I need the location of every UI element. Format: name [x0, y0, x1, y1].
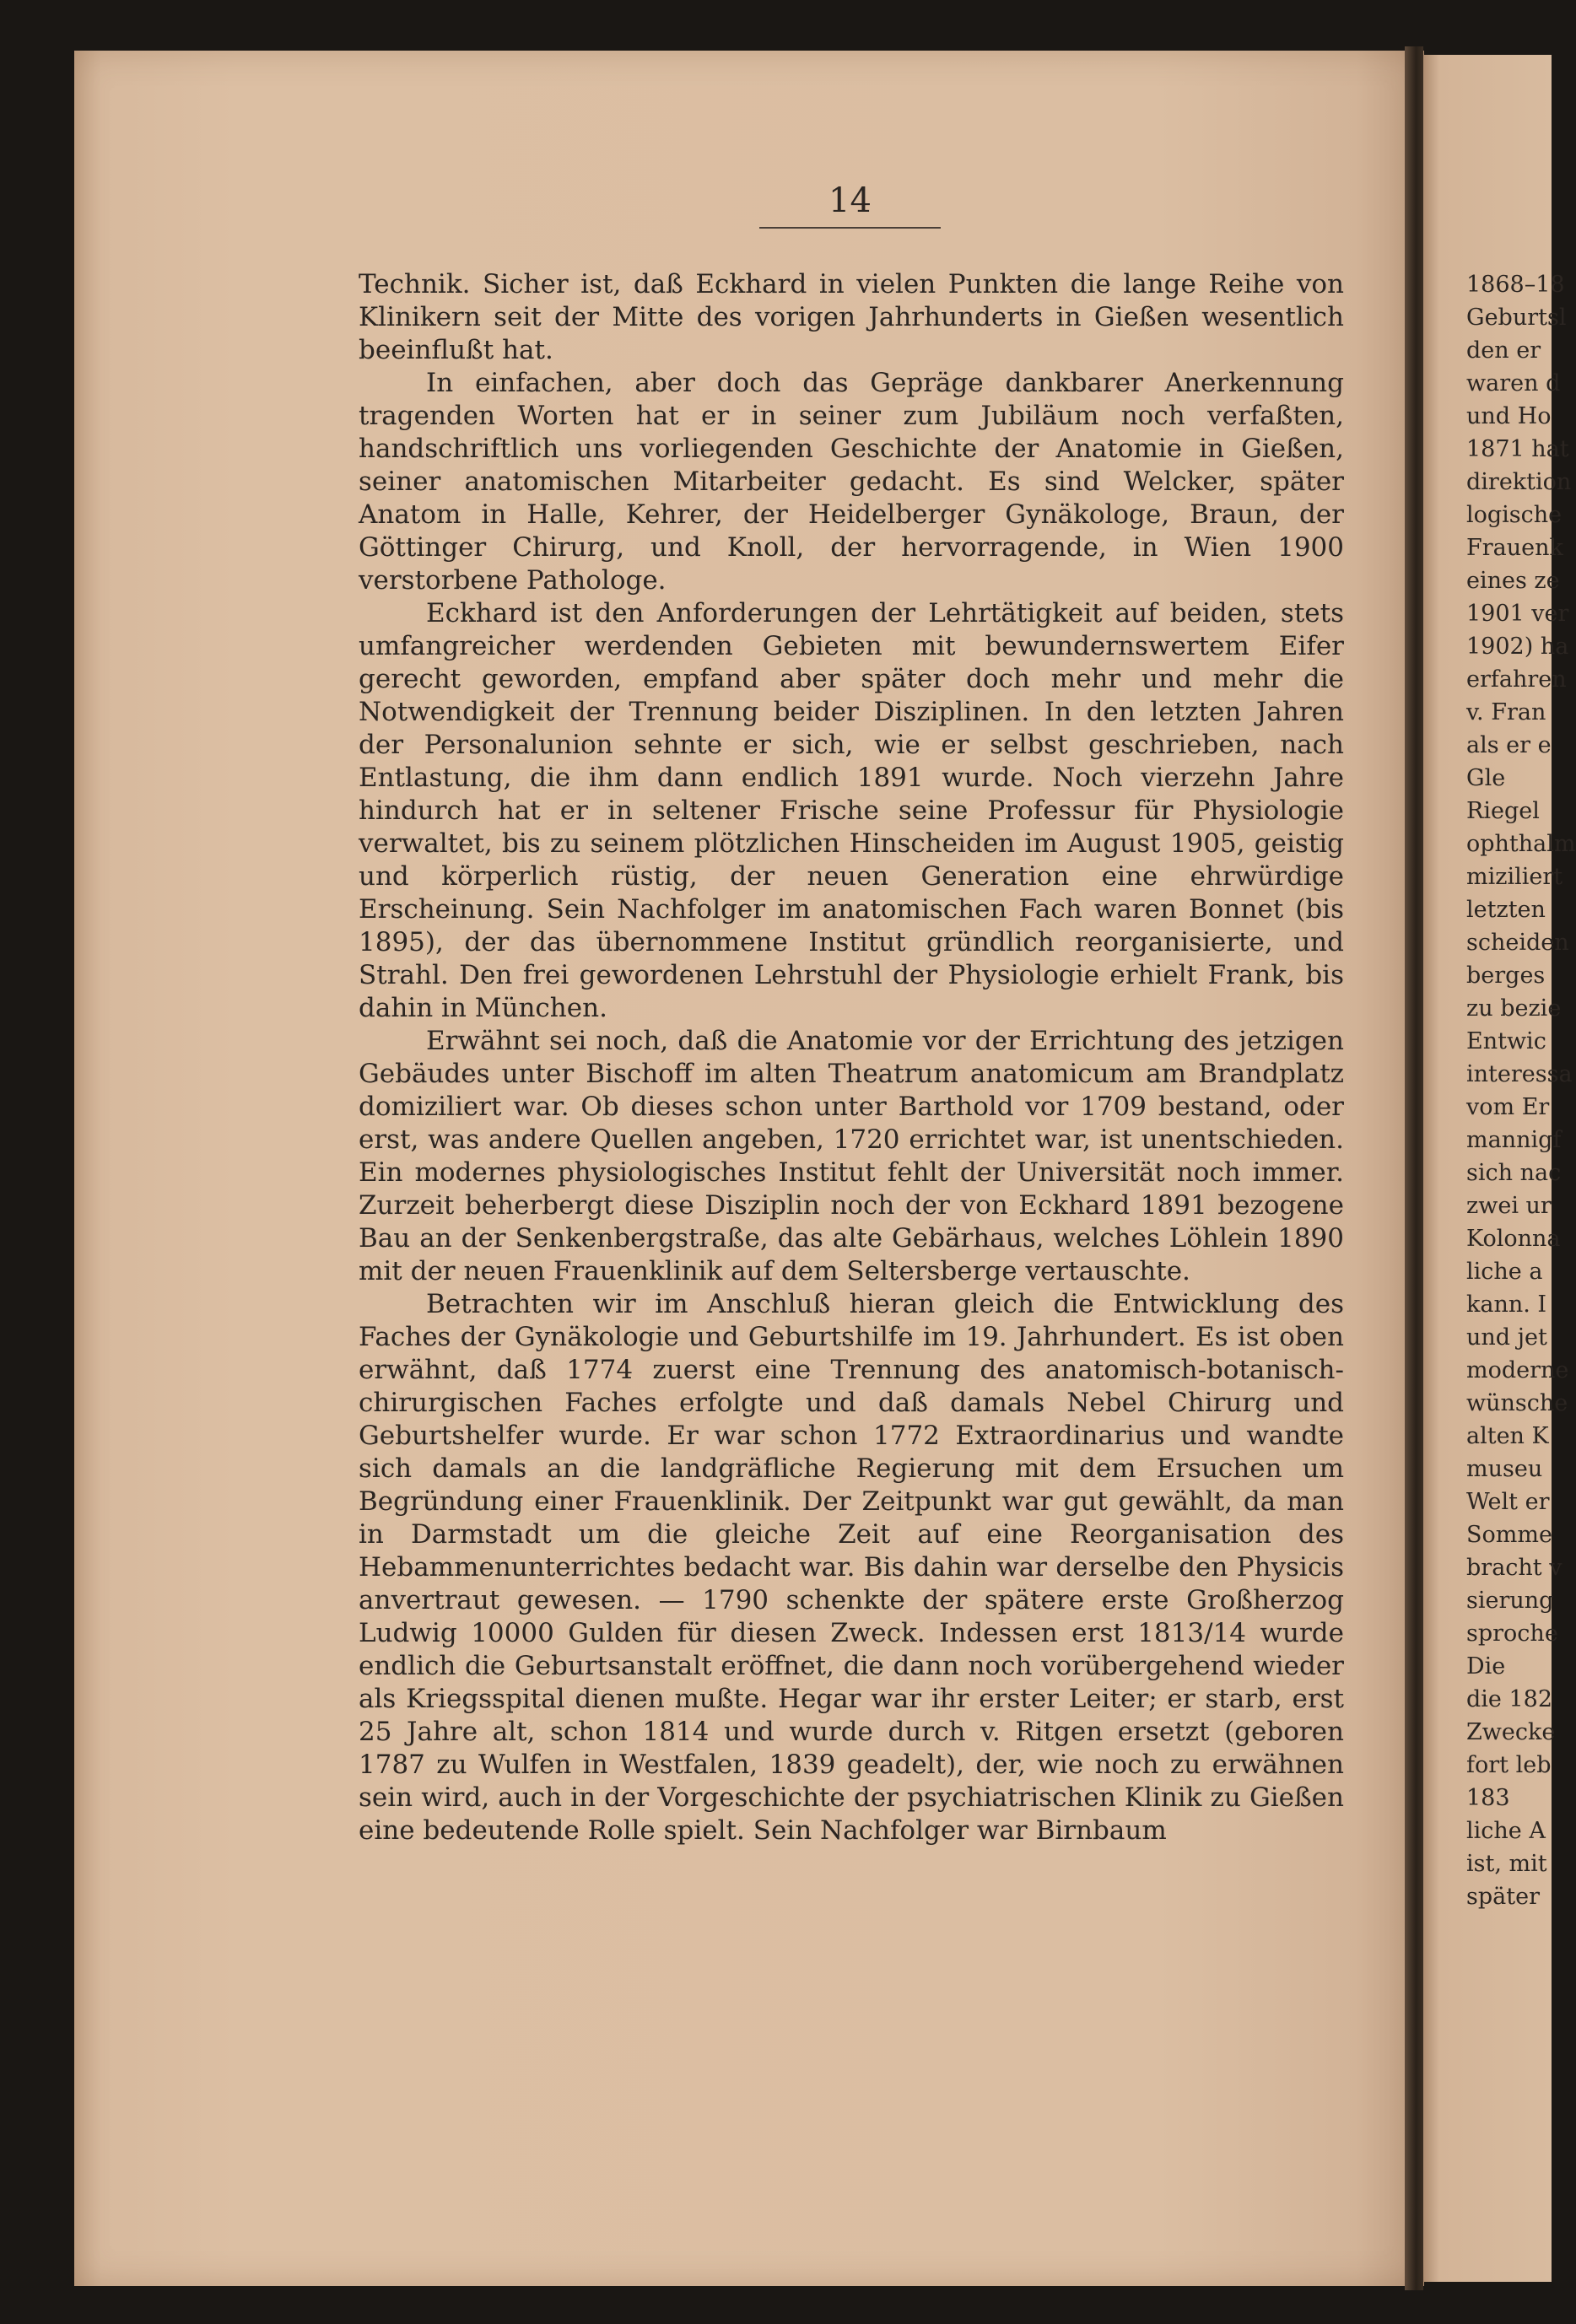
facing-line: zwei ur	[1466, 1193, 1552, 1219]
facing-line: ophthalm	[1466, 831, 1576, 857]
facing-line: die 182	[1466, 1686, 1553, 1712]
facing-line: interessa	[1466, 1061, 1573, 1087]
page-number: 14	[759, 181, 941, 229]
facing-line: sierung	[1466, 1588, 1554, 1614]
facing-line: 1901 ver	[1466, 601, 1569, 627]
facing-line: liche a	[1466, 1259, 1543, 1285]
paragraph: Erwähnt sei noch, daß die Anatomie vor der Errichtung des jetzigen Gebäudes unter Bischoff im alten Theatrum anatomicum am Brandplatz domiziliert war. Ob dieses schon unter Barthold vor 1709 bestand, oder erst, was andere Quellen angeben, 1720 errichtet war, ist unentschieden. Ein modernes physiologisches Institut fehlt der Universität noch immer. Zurzeit beherbergt diese Disziplin noch der von Eckhard 1891 bezogene Bau an der Senkenbergstraße, das alte Gebärhaus, welches Löhlein 1890 mit der neuen Frauenklinik auf dem Seltersberge vertauschte.	[359, 1026, 1344, 1286]
facing-line: ist, mit	[1466, 1851, 1547, 1877]
facing-line: Geburtsl	[1466, 305, 1567, 331]
facing-line: zu bezie	[1466, 995, 1562, 1022]
paragraph: Betrachten wir im Anschluß hieran gleich die Entwicklung des Faches der Gynäkologie und Geburtshilfe im 19. Jahrhundert. Es ist oben erwähnt, daß 1774 zuerst eine Trennung des anatomisch-botanisch-chirurgischen Faches erfolgte und daß damals Nebel Chirurg und Geburtshelfer wurde. Er war schon 1772 Extraordinarius und wandte sich damals an die landgräfliche Regierung mit dem Ersuchen um Begründung einer Frauenklinik. Der Zeitpunkt war gut gewählt, da man in Darmstadt um die gleiche Zeit auf eine Reorganisation des Hebammenunterrichtes bedacht war. Bis dahin war derselbe den Physicis anvertraut gewesen. — 1790 schenkte der spätere erste Großherzog Ludwig 10000 Gulden für diesen Zweck. Indessen erst 1813/14 wurde endlich die Geburtsanstalt eröffnet, die dann noch vorübergehend wieder als Kriegsspital dienen mußte. Hegar war ihr erster Leiter; er starb, erst 25 Jahre alt, schon 1814 und wurde durch v. Ritgen ersetzt (geboren 1787 zu Wulfen in Westfalen, 1839 geadelt), der, wie noch zu erwähnen sein wird, auch in der Vorgeschichte der psychiatrischen Klinik zu Gießen eine bedeutende Rolle spielt. Sein Nachfolger war Birnbaum	[359, 1289, 1344, 1846]
facing-line: eines ze	[1466, 568, 1560, 594]
facing-line: Frauenk	[1466, 535, 1563, 561]
facing-line: museu	[1466, 1456, 1543, 1482]
facing-line: mannigf	[1466, 1127, 1562, 1153]
facing-line: miziliert	[1466, 864, 1563, 890]
facing-line: erfahren	[1466, 666, 1567, 693]
facing-line: wünsche	[1466, 1390, 1568, 1416]
facing-line: Zwecke	[1466, 1719, 1556, 1745]
paragraph: In einfachen, aber doch das Gepräge dankbarer Anerkennung tragenden Worten hat er in seiner zum Jubiläum noch verfaßten, handschriftlich uns vorliegenden Geschichte der Anatomie in Gießen, seiner anatomischen Mitarbeiter gedacht. Es sind Welcker, später Anatom in Halle, Kehrer, der Heidelberger Gynäkologe, Braun, der Göttinger Chirurg, und Knoll, der hervorragende, in Wien 1900 verstorbene Pathologe.	[359, 368, 1344, 596]
facing-line: 1902) ha	[1466, 634, 1569, 660]
facing-line: moderne	[1466, 1357, 1569, 1383]
facing-line: liche A	[1466, 1818, 1546, 1844]
facing-line: den er	[1466, 337, 1541, 364]
facing-line: alten K	[1466, 1423, 1549, 1449]
facing-line: sproche	[1466, 1620, 1558, 1647]
facing-line: und Ho	[1466, 403, 1552, 429]
body-text	[359, 268, 1344, 1847]
facing-line: kann. I	[1466, 1291, 1547, 1318]
book-spine	[1405, 46, 1423, 2290]
paragraph: Technik. Sicher ist, daß Eckhard in vielen Punkten die lange Reihe von Klinikern seit der Mitte des vorigen Jahrhunderts in Gießen wesentlich beeinflußt hat.	[359, 269, 1344, 365]
facing-line: und jet	[1466, 1324, 1547, 1351]
facing-line: Kolonna	[1466, 1226, 1561, 1252]
facing-line: v. Fran	[1466, 699, 1546, 725]
facing-line: vom Er	[1466, 1094, 1550, 1120]
facing-line: Somme	[1466, 1522, 1552, 1548]
facing-page-text	[1466, 268, 1576, 1913]
facing-line: Gle	[1466, 765, 1506, 791]
facing-line: 1868–18	[1466, 272, 1565, 298]
facing-line: fort leb	[1466, 1752, 1552, 1778]
facing-line: Entwic	[1466, 1028, 1546, 1054]
facing-line: waren d	[1466, 370, 1561, 396]
facing-line: 183	[1466, 1785, 1510, 1811]
facing-line: berges	[1466, 962, 1546, 989]
facing-line: später	[1466, 1884, 1540, 1910]
facing-line: Welt er	[1466, 1489, 1550, 1515]
facing-line: Riegel	[1466, 798, 1540, 824]
facing-line: als er e	[1466, 732, 1552, 758]
facing-line: scheiden	[1466, 930, 1569, 956]
facing-line: direktion	[1466, 469, 1572, 495]
facing-line: logische	[1466, 502, 1563, 528]
facing-line: letzten	[1466, 897, 1546, 923]
paragraph: Eckhard ist den Anforderungen der Lehrtätigkeit auf beiden, stets umfangreicher werdenden Gebieten mit bewundernswertem Eifer gerecht geworden, empfand aber später doch mehr und mehr die Notwendigkeit der Trennung beider Disziplinen. In den letzten Jahren der Personalunion sehnte er sich, wie er selbst geschrieben, nach Entlastung, die ihm dann endlich 1891 wurde. Noch vierzehn Jahre hindurch hat er in seltener Frische seine Professur für Physiologie verwaltet, bis zu seinem plötzlichen Hinscheiden im August 1905, geistig und körperlich rüstig, der neuen Generation eine ehrwürdige Erscheinung. Sein Nachfolger im anatomischen Fach waren Bonnet (bis 1895), der das übernommene Institut gründlich reorganisierte, und Strahl. Den frei gewordenen Lehrstuhl der Physiologie erhielt Frank, bis dahin in München.	[359, 598, 1344, 1023]
facing-line: sich nac	[1466, 1160, 1562, 1186]
facing-line: bracht v	[1466, 1555, 1563, 1581]
facing-line: 1871 hat	[1466, 436, 1569, 462]
facing-line: Die	[1466, 1653, 1506, 1680]
